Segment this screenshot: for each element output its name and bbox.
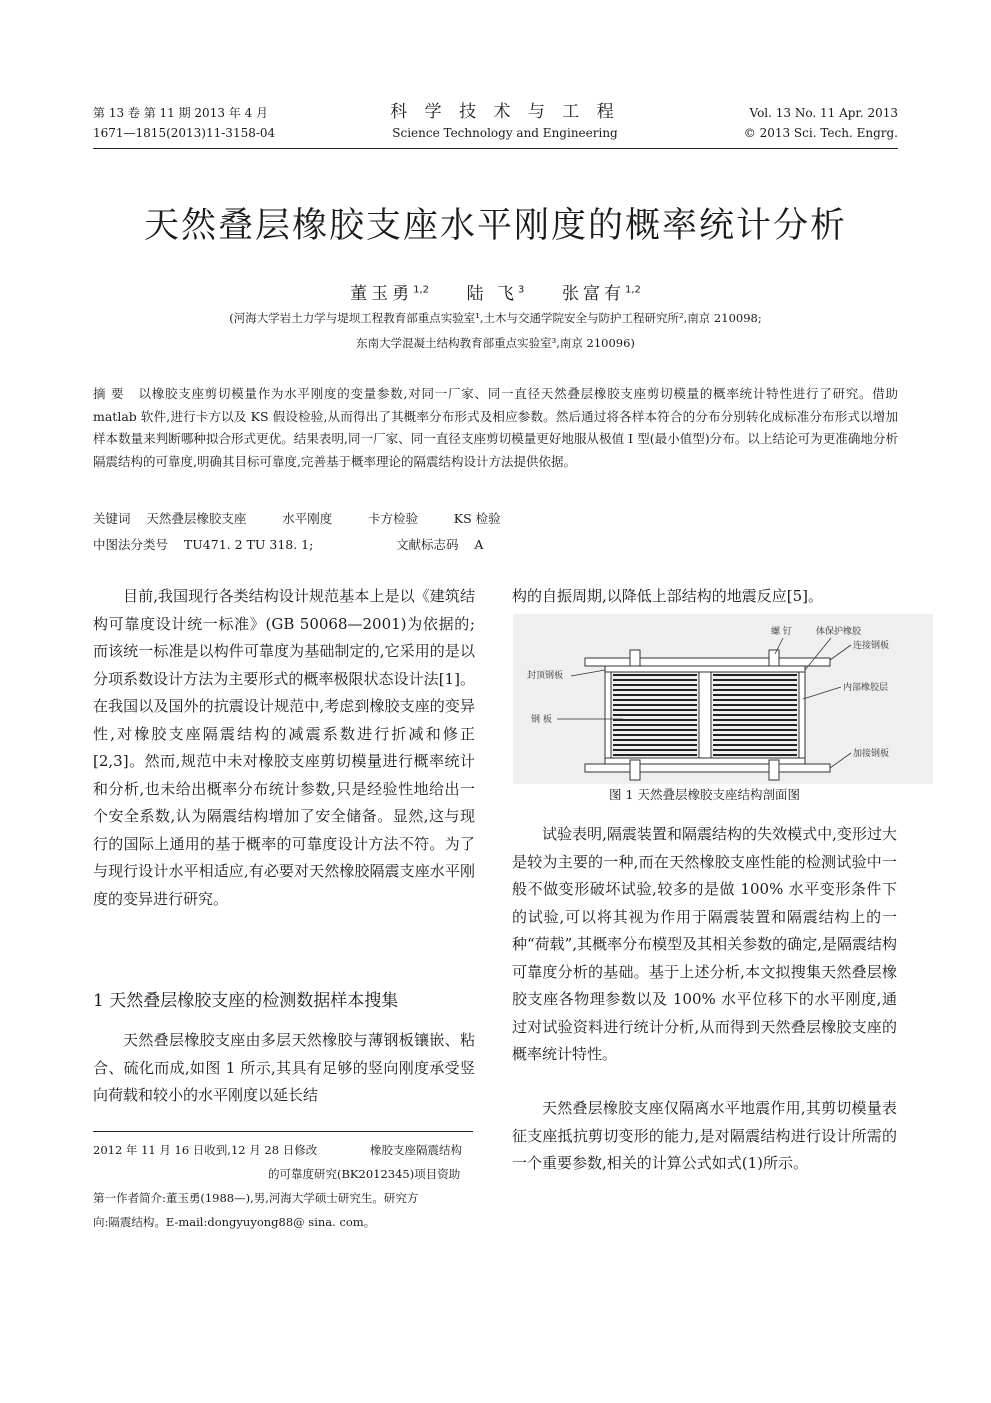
author-affil-sup: 1,2 [625,284,641,296]
right-col-para-0: 构的自振周期,以降低上部结构的地震反应[5]。 [512,587,824,605]
footnote-received: 2012 年 11 月 16 日收到,12 月 28 日修改 [93,1143,318,1157]
footnote-fund-1: 橡胶支座隔震结构 [370,1143,462,1157]
rubber-cover-left [605,672,611,758]
section-heading-1: 1 天然叠层橡胶支座的检测数据样本搜集 [93,991,399,1011]
clc-label: 中图法分类号 [93,537,169,552]
article-code: 1671—1815(2013)11-3158-04 [93,126,276,140]
connect-plate-top [585,658,830,666]
author-name: 张富有 [562,284,626,304]
journal-name-cn: 科 学 技 术 与 工 程 [390,102,620,122]
footnote-author-1: 第一作者简介:董玉勇(1988—),男,河海大学硕士研究生。研究方 [93,1191,419,1205]
footnote-author-2: 向:隔震结构。E-mail:dongyuyong88@ sina. com。 [93,1215,376,1229]
author-affil-sup: 1,2 [413,284,429,296]
keyword: KS 检验 [453,511,501,526]
rubber-cover-right [799,672,805,758]
journal-volume-en [744,103,898,143]
abstract-label: 摘 要 [93,386,125,401]
journal-name [360,101,650,143]
center-core [699,672,711,758]
clc-value: TU471. 2 TU 318. 1; [183,537,314,552]
label-connect-plate-bottom: 加接钢板 [853,749,890,759]
header-rule [93,148,898,149]
paper-title: 天然叠层橡胶支座水平刚度的概率统计分析 [143,206,847,246]
left-col-para-1: 目前,我国现行各类结构设计规范基本上是以《建筑结构可靠度设计统一标准》(GB 50068—2001)为依据的;而该统一标准是以构件可靠度为基础制定的,它采用的是以分项系数设计方法为主要形式的概率极限状态设计法[1]。在我国以及国外的抗震设计规范中,考虑到橡胶支座的变异性,对橡胶支座隔震结构的减震系数进行折减和修正[2,3]。然而,规范中未对橡胶支座剪切模量进行概率统计和分析,也未给出概率分布统计参数,只是经验性地给出一个安全系数,认为隔震结构增加了安全储备。显然,这与现行的国际上通用的基于概率的可靠度设计方法不符。为了与现行设计水平相适应,有必要对天然橡胶隔震支座水平刚度的变异进行研究。 [93,587,475,908]
bolt-bottom-left [630,760,640,780]
label-steel-plate: 钢 板 [531,715,552,725]
label-rubber-cover: 体保护橡胶 [816,627,862,637]
figure-caption: 图 1 天然叠层橡胶支座结构剖面图 [609,787,800,802]
keyword: 天然叠层橡胶支座 [146,511,247,526]
journal-issue-info [93,103,275,143]
doc-code [396,535,483,553]
connect-plate-bottom [585,764,830,772]
copyright-line: © 2013 Sci. Tech. Engrg. [743,126,898,140]
label-bolt: 螺 钉 [771,627,792,637]
keyword: 卡方检验 [367,511,418,526]
doc-code-label: 文献标志码 [396,537,459,552]
keywords-label: 关键词 [93,511,131,526]
bearing-section-figure [513,614,933,784]
author-name: 陆 飞 [466,284,519,304]
keywords [93,509,501,527]
issue-line: 第 13 卷 第 11 期 2013 年 4 月 [93,106,269,120]
affiliation-line-1: (河海大学岩土力学与堤坝工程教育部重点实验室¹,土木与交通学院安全与防护工程研究所²,南京 210098; [229,311,762,325]
bolt-bottom-right [769,760,779,780]
author-list [93,279,898,304]
right-col-para-1: 试验表明,隔震装置和隔震结构的失效模式中,变形过大是较为主要的一种,而在天然橡胶支座性能的检测试验中一般不做变形破坏试验,较多的是做 100% 水平变形条件下的试验,可以将其视为作用于隔震装置和隔震结构上的一种“荷载”,其概率分布模型及其相关参数的确定,是隔震结构可靠度分析的基础。基于上述分析,本文拟搜集天然叠层橡胶支座各物理参数以及 100% 水平位移下的水平刚度,通过对试验资料进行统计分析,从而得到天然叠层橡胶支座的概率统计特性。 [512,825,897,1063]
label-seal-plate: 封顶钢板 [527,671,564,681]
doc-code-value: A [474,537,484,552]
keyword: 水平刚度 [282,511,333,526]
classification [93,535,484,553]
author-affil-sup: 3 [518,284,525,296]
label-connect-plate-top: 连接钢板 [853,641,890,651]
footnote-rule [93,1131,473,1132]
abstract-text: 以橡胶支座剪切模量作为水平刚度的变量参数,对同一厂家、同一直径天然叠层橡胶支座剪切模量的概率统计特性进行了研究。借助 matlab 软件,进行卡方以及 KS 假设检验,从而得出了其概率分布形式及相应参数。然后通过将各样本符合的分布分别转化成标准分布形式以增加样本数量来判断哪种拟合形式更优。结果表明,同一厂家、同一直径支座剪切模量更好地服从极值 Ⅰ 型(最小值型)分布。以上结论可为更准确地分析隔震结构的可靠度,明确其目标可靠度,完善基于概率理论的隔震结构设计方法提供依据。 [93,386,898,469]
right-col-para-2: 天然叠层橡胶支座仅隔离水平地震作用,其剪切模量表征支座抵抗剪切变形的能力,是对隔震结构进行设计所需的一个重要参数,相关的计算公式如式(1)所示。 [512,1099,897,1172]
abstract [93,383,898,473]
journal-name-en: Science Technology and Engineering [392,126,618,140]
footnote-fund-2: 的可靠度研究(BK2012345)项目资助 [268,1167,461,1181]
volume-line: Vol. 13 No. 11 Apr. 2013 [749,106,898,120]
left-col-para-2: 天然叠层橡胶支座由多层天然橡胶与薄钢板镶嵌、粘合、硫化而成,如图 1 所示,其具有足够的竖向刚度承受竖向荷载和较小的水平刚度以延长结 [93,1031,475,1104]
label-inner-rubber: 内部橡胶层 [843,683,889,693]
author-name: 董玉勇 [350,284,414,304]
seal-plate-top [605,666,805,672]
affiliation-line-2: 东南大学混凝土结构教育部重点实验室³,南京 210096) [356,336,635,350]
